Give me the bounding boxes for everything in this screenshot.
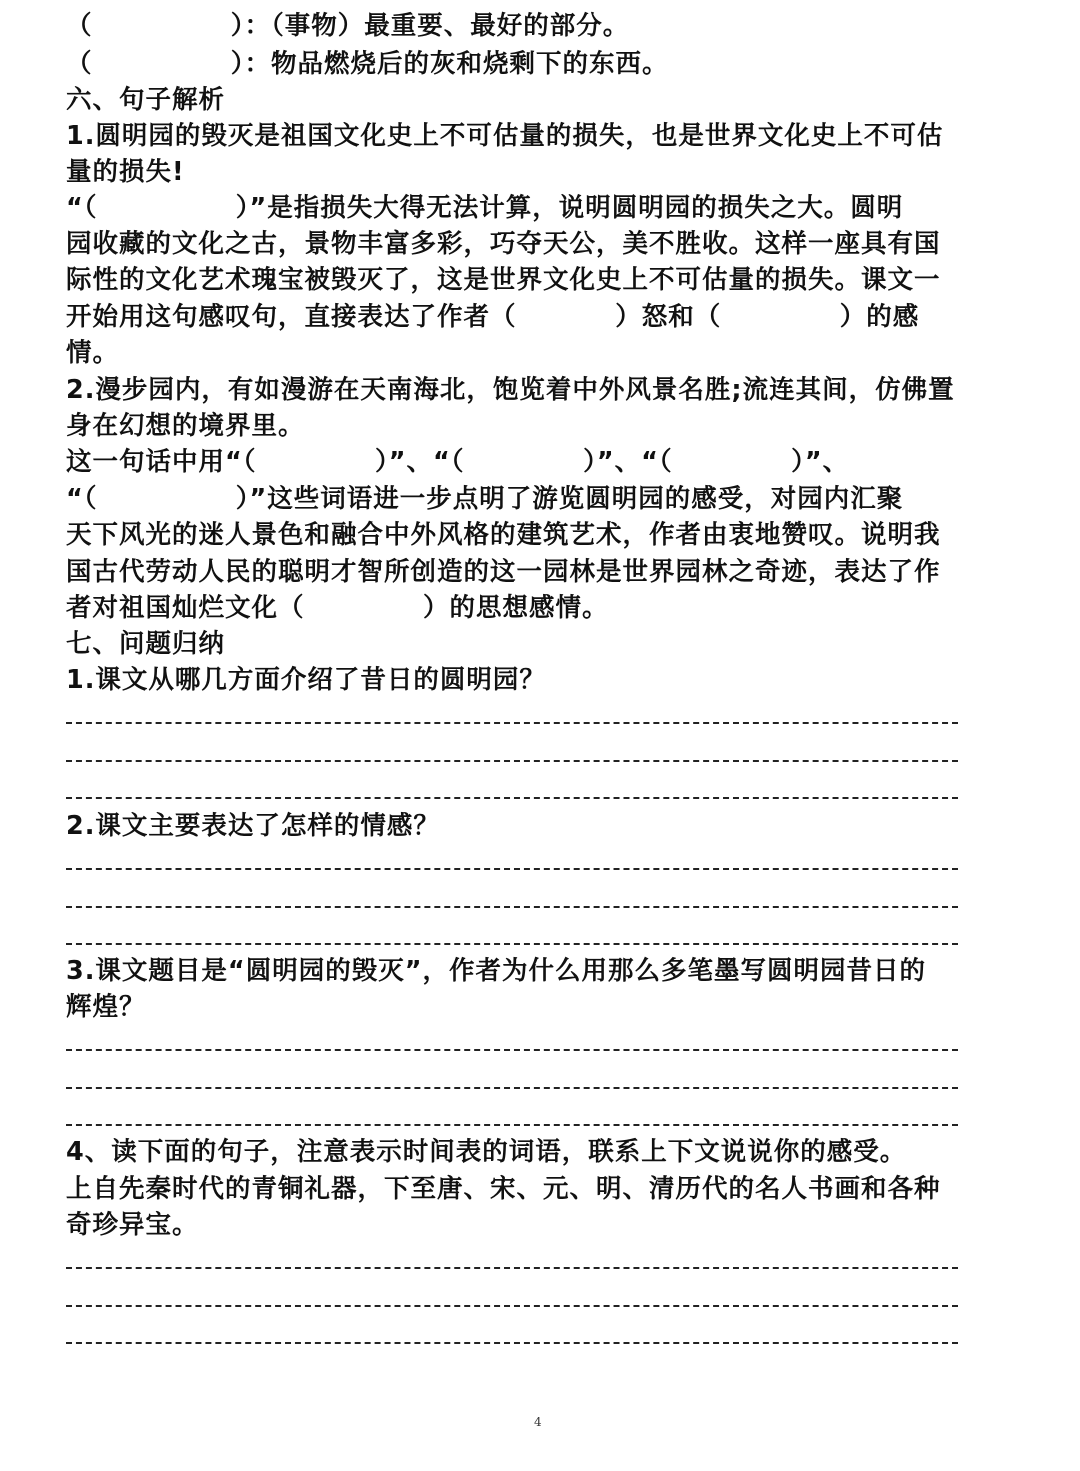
question: 4、读下面的句子，注意表示时间表的词语，联系上下文说说你的感受。 bbox=[66, 1137, 907, 1167]
paragraph-line: 天下风光的迷人景色和融合中外风格的建筑艺术，作者由衷地赞叹。说明我 bbox=[66, 520, 941, 550]
answer-line[interactable] bbox=[66, 797, 958, 799]
section-heading: 六、句子解析 bbox=[66, 85, 226, 115]
paragraph-line: 上自先秦时代的青铜礼器，下至唐、宋、元、明、清历代的名人书画和各种 bbox=[66, 1174, 941, 1204]
answer-line[interactable] bbox=[66, 868, 958, 870]
question: 1.课文从哪几方面介绍了昔日的圆明园？ bbox=[66, 665, 546, 695]
answer-line[interactable] bbox=[66, 1342, 958, 1344]
paragraph-line: “（ ）”是指损失大得无法计算，说明圆明园的损失之大。圆明 bbox=[66, 193, 904, 223]
answer-line[interactable] bbox=[66, 760, 958, 762]
answer-line[interactable] bbox=[66, 722, 958, 724]
paragraph-line: 者对祖国灿烂文化（ ）的思想感情。 bbox=[66, 593, 609, 623]
paragraph-line: 国古代劳动人民的聪明才智所创造的这一园林是世界园林之奇迹，表达了作 bbox=[66, 557, 941, 587]
answer-line[interactable] bbox=[66, 1305, 958, 1307]
paragraph-line: 开始用这句感叹句，直接表达了作者（ ）怒和（ ）的感 bbox=[66, 302, 920, 332]
paragraph-line: 量的损失! bbox=[66, 157, 185, 187]
paragraph-line: 际性的文化艺术瑰宝被毁灭了，这是世界文化史上不可估量的损失。课文一 bbox=[66, 265, 941, 295]
paragraph-line: 这一句话中用“（ ）”、“（ ）”、“（ ）”、 bbox=[66, 447, 850, 477]
answer-line[interactable] bbox=[66, 1087, 958, 1089]
paragraph-line: 1.圆明园的毁灭是祖国文化史上不可估量的损失，也是世界文化史上不可估 bbox=[66, 121, 944, 151]
answer-line[interactable] bbox=[66, 1267, 958, 1269]
question: 3.课文题目是“圆明园的毁灭”，作者为什么用那么多笔墨写圆明园昔日的 bbox=[66, 956, 926, 986]
answer-line[interactable] bbox=[66, 1124, 958, 1126]
vocab-item: （ ）：（事物）最重要、最好的部分。 bbox=[66, 11, 630, 41]
vocab-item: （ ）：物品燃烧后的灰和烧剩下的东西。 bbox=[66, 49, 669, 79]
paragraph-line: 2.漫步园内，有如漫游在天南海北，饱览着中外风景名胜;流连其间，仿佛置 bbox=[66, 375, 955, 405]
paragraph-line: 情。 bbox=[66, 338, 120, 368]
answer-line[interactable] bbox=[66, 1049, 958, 1051]
question: 2.课文主要表达了怎样的情感？ bbox=[66, 811, 440, 841]
page-number: 4 bbox=[534, 1415, 542, 1429]
paragraph-line: 身在幻想的境界里。 bbox=[66, 411, 305, 441]
paragraph-line: 奇珍异宝。 bbox=[66, 1210, 199, 1240]
paragraph-line: 园收藏的文化之古，景物丰富多彩，巧夺天公，美不胜收。这样一座具有国 bbox=[66, 229, 941, 259]
answer-line[interactable] bbox=[66, 906, 958, 908]
section-heading: 七、问题归纳 bbox=[66, 629, 226, 659]
answer-line[interactable] bbox=[66, 943, 958, 945]
question: 辉煌？ bbox=[66, 992, 146, 1022]
paragraph-line: “（ ）”这些词语进一步点明了游览圆明园的感受，对园内汇聚 bbox=[66, 484, 904, 514]
